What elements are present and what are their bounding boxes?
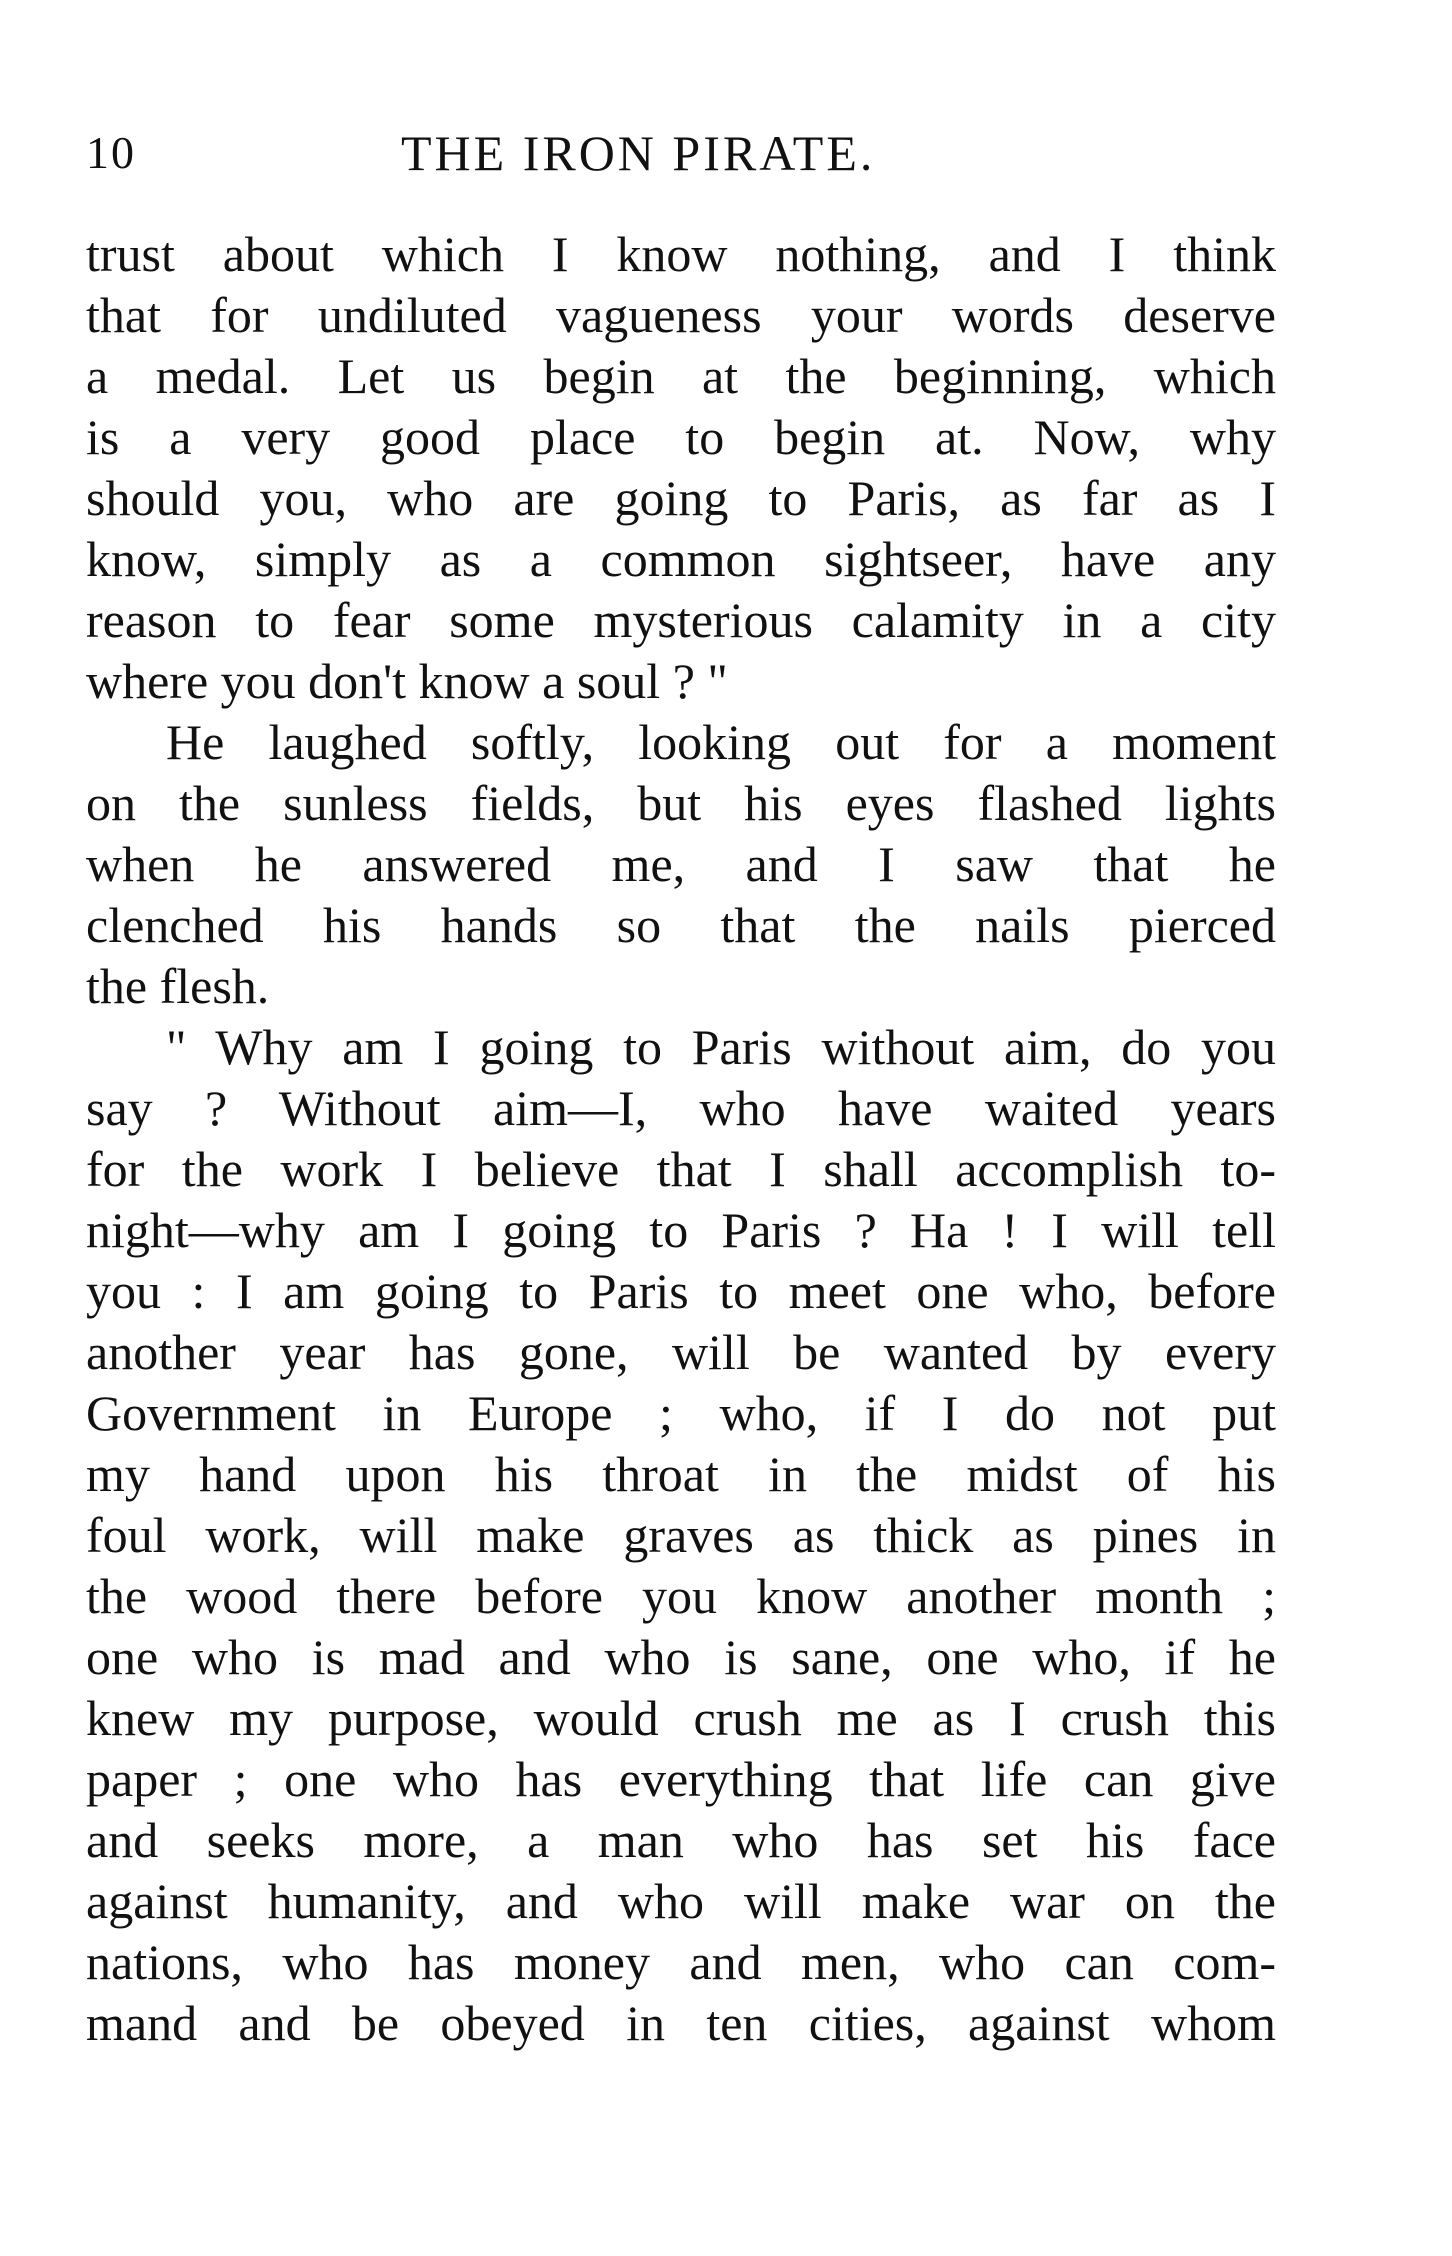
page-number: 10 xyxy=(86,127,136,178)
text-line: reason to fear some mysterious calamity in a city xyxy=(86,592,1276,648)
text-line: on the sunless fields, but his eyes flashed lights xyxy=(86,775,1276,831)
text-line: Government in Europe ; who, if I do not put xyxy=(86,1385,1276,1441)
text-line: when he answered me, and I saw that he xyxy=(86,836,1276,892)
text-line: " Why am I going to Paris without aim, do you xyxy=(166,1019,1276,1075)
text-line: is a very good place to begin at. Now, why xyxy=(86,409,1276,465)
text-line: another year has gone, will be wanted by every xyxy=(86,1324,1276,1380)
text-line: mand and be obeyed in ten cities, against whom xyxy=(86,1995,1276,2051)
text-line: that for undiluted vagueness your words deserve xyxy=(86,287,1276,343)
text-line: you : I am going to Paris to meet one who, before xyxy=(86,1263,1276,1319)
text-line: and seeks more, a man who has set his face xyxy=(86,1812,1276,1868)
text-line: my hand upon his throat in the midst of his xyxy=(86,1446,1276,1502)
body-text xyxy=(86,224,1276,2054)
text-line: clenched his hands so that the nails pierced xyxy=(86,897,1276,953)
text-line: where you don't know a soul ? " xyxy=(86,653,728,709)
text-line: the wood there before you know another month ; xyxy=(86,1568,1276,1624)
text-line: a medal. Let us begin at the beginning, which xyxy=(86,348,1276,404)
text-line: know, simply as a common sightseer, have any xyxy=(86,531,1276,587)
text-line: night—why am I going to Paris ? Ha ! I will tell xyxy=(86,1202,1276,1258)
text-line: should you, who are going to Paris, as far as I xyxy=(86,470,1276,526)
text-line: paper ; one who has everything that life can give xyxy=(86,1751,1276,1807)
text-line: one who is mad and who is sane, one who, if he xyxy=(86,1629,1276,1685)
text-line: nations, who has money and men, who can com- xyxy=(86,1934,1276,1990)
page-header xyxy=(86,118,1276,188)
text-line: for the work I believe that I shall accomplish to- xyxy=(86,1141,1276,1197)
text-line: foul work, will make graves as thick as pines in xyxy=(86,1507,1276,1563)
text-line: the flesh. xyxy=(86,958,270,1014)
text-line: trust about which I know nothing, and I think xyxy=(86,226,1276,282)
text-line: against humanity, and who will make war on the xyxy=(86,1873,1276,1929)
text-line: say ? Without aim—I, who have waited years xyxy=(86,1080,1276,1136)
running-title: THE IRON PIRATE. xyxy=(401,125,876,181)
text-line: knew my purpose, would crush me as I crush this xyxy=(86,1690,1276,1746)
text-line: He laughed softly, looking out for a moment xyxy=(166,714,1276,770)
